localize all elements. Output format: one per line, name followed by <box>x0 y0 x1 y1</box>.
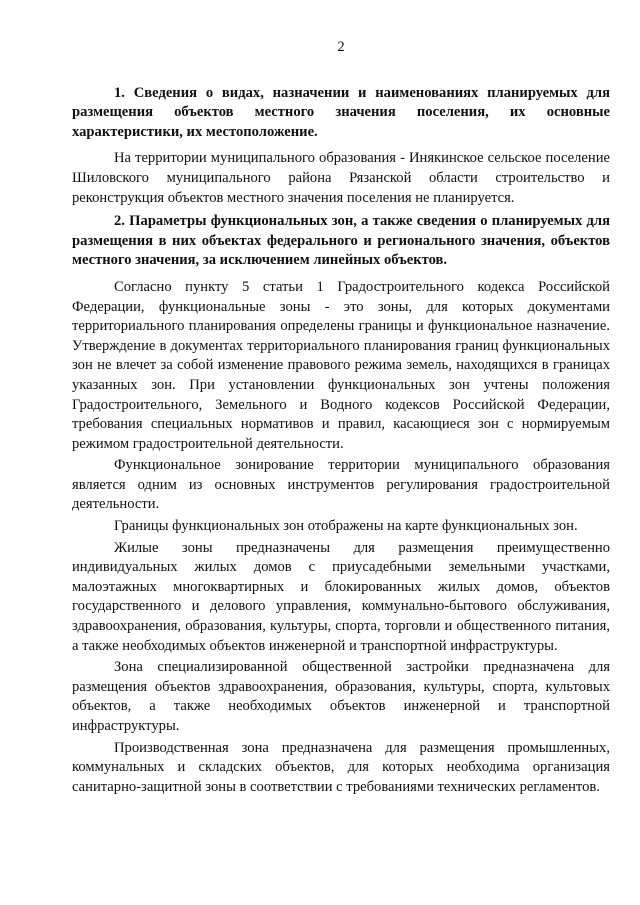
section-2-paragraph-industrial: Производственная зона предназначена для размещения промышленных, коммунальных и складских объектов, для которых необходима организация санитарно-защитной зоны в соответствии с требованиями технических регламентов. <box>72 739 610 795</box>
page-number: 2 <box>337 39 345 55</box>
document-page <box>72 38 610 799</box>
section-2-paragraph-public: Зона специализированной общественной застройки предназначена для размещения объектов здравоохранения, образования, культуры, спорта, культовых объектов, а также необходимых объектов инженерной и транспортной инфраструктуры. <box>72 659 610 734</box>
section-1-heading: 1. Сведения о видах, назначении и наименованиях планируемых для размещения объектов местного значения поселения, их основные характеристики, их местоположение. <box>72 84 610 140</box>
section-2-paragraph-map: Границы функциональных зон отображены на карте функциональных зон. <box>114 518 578 535</box>
section-2-heading: 2. Параметры функциональных зон, а также сведения о планируемых для размещения в них объектах федерального и регионального значения, объектов местного значения, за исключением линейных объектов. <box>72 213 610 269</box>
section-2-paragraph-zoning: Функциональное зонирование территории муниципального образования является одним из основных инструментов регулирования градостроительной деятельности. <box>72 457 610 513</box>
section-2-paragraph-definition: Согласно пункту 5 статьи 1 Градостроительного кодекса Российской Федерации, функциональные зоны - это зоны, для которых документами территориального планирования определены границы и функциональное назначение. Утверждение в документах территориального планирования границ функциональных зон не влечет за собой изменение правового режима земель, находящихся в границах указанных зон. При установлении функциональных зон учтены положения Градостроительного, Земельного и Водного кодексов Российской Федерации, требования специальных нормативов и правил, касающиеся зон с нормируемым режимом градостроительной деятельности. <box>72 278 610 452</box>
section-1-paragraph: На территории муниципального образования - Инякинское сельское поселение Шиловского муниципального района Рязанской области строительство и реконструкция объектов местного значения поселения не планируется. <box>72 150 610 206</box>
section-2-paragraph-residential: Жилые зоны предназначены для размещения преимущественно индивидуальных жилых домов с приусадебными земельными участками, малоэтажных многоквартирных и блокированных жилых домов, объектов государственного и делового управления, коммунально-бытового обслуживания, здравоохранения, образования, культуры, спорта, торговли и общественного питания, а также необходимых объектов инженерной и транспортной инфраструктуры. <box>72 539 610 654</box>
